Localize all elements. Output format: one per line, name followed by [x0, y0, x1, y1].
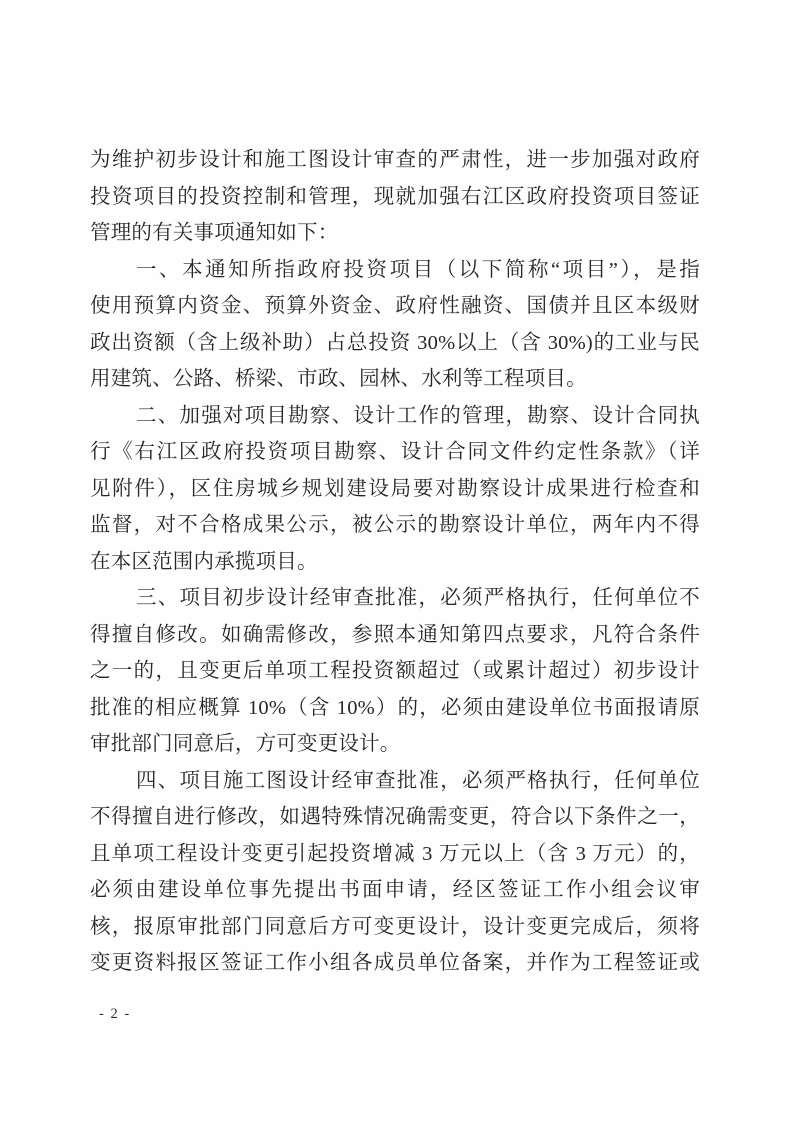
text-line: 政出资额（含上级补助）占总投资 30%以上（含 30%)的工业与民 — [90, 331, 700, 354]
page-number: - 2 - — [99, 1006, 131, 1022]
text-line: 行《右江区政府投资项目勘察、设计合同文件约定性条款》（详 — [90, 441, 700, 463]
text-line: 投资项目的投资控制和管理，现就加强右江区政府投资项目签证 — [90, 185, 700, 208]
text-line: 得擅自修改。如确需修改，参照本通知第四点要求，凡符合条件 — [90, 623, 700, 646]
text-line: 核，报原审批部门同意后方可变更设计，设计变更完成后，须将 — [90, 915, 700, 938]
text-line: 三、项目初步设计经审查批准，必须严格执行，任何单位不 — [136, 587, 700, 609]
text-line: 批准的相应概算 10%（含 10%）的，必须由建设单位书面报请原 — [90, 696, 700, 719]
text-line: 一、本通知所指政府投资项目（以下简称“项目”），是指 — [136, 258, 700, 281]
text-line: 管理的有关事项通知如下： — [90, 222, 339, 244]
text-line: 且单项工程设计变更引起投资增减 3 万元以上（含 3 万元）的， — [90, 842, 700, 865]
text-line: 四、项目施工图设计经审查批准，必须严格执行，任何单位 — [136, 769, 700, 792]
text-line: 见附件），区住房城乡规划建设局要对勘察设计成果进行检查和 — [90, 477, 700, 500]
document-body — [90, 142, 700, 982]
text-line: 使用预算内资金、预算外资金、政府性融资、国债并且区本级财 — [90, 295, 700, 317]
text-line: 监督，对不合格成果公示，被公示的勘察设计单位，两年内不得 — [90, 514, 700, 536]
text-line: 不得擅自进行修改，如遇特殊情况确需变更，符合以下条件之一， — [90, 806, 700, 828]
text-line: 必须由建设单位事先提出书面申请，经区签证工作小组会议审 — [90, 879, 700, 901]
text-line: 二、加强对项目勘察、设计工作的管理，勘察、设计合同执 — [136, 404, 700, 427]
text-line: 在本区范围内承揽项目。 — [90, 550, 318, 573]
text-line: 之一的，且变更后单项工程投资额超过（或累计超过）初步设计 — [90, 660, 700, 682]
text-line: 审批部门同意后，方可变更设计。 — [90, 733, 401, 755]
text-line: 用建筑、公路、桥梁、市政、园林、水利等工程项目。 — [90, 368, 587, 390]
text-line: 变更资料报区签证工作小组各成员单位备案，并作为工程签证或 — [90, 952, 700, 974]
text-line: 为维护初步设计和施工图设计审查的严肃性，进一步加强对政府 — [90, 149, 700, 171]
